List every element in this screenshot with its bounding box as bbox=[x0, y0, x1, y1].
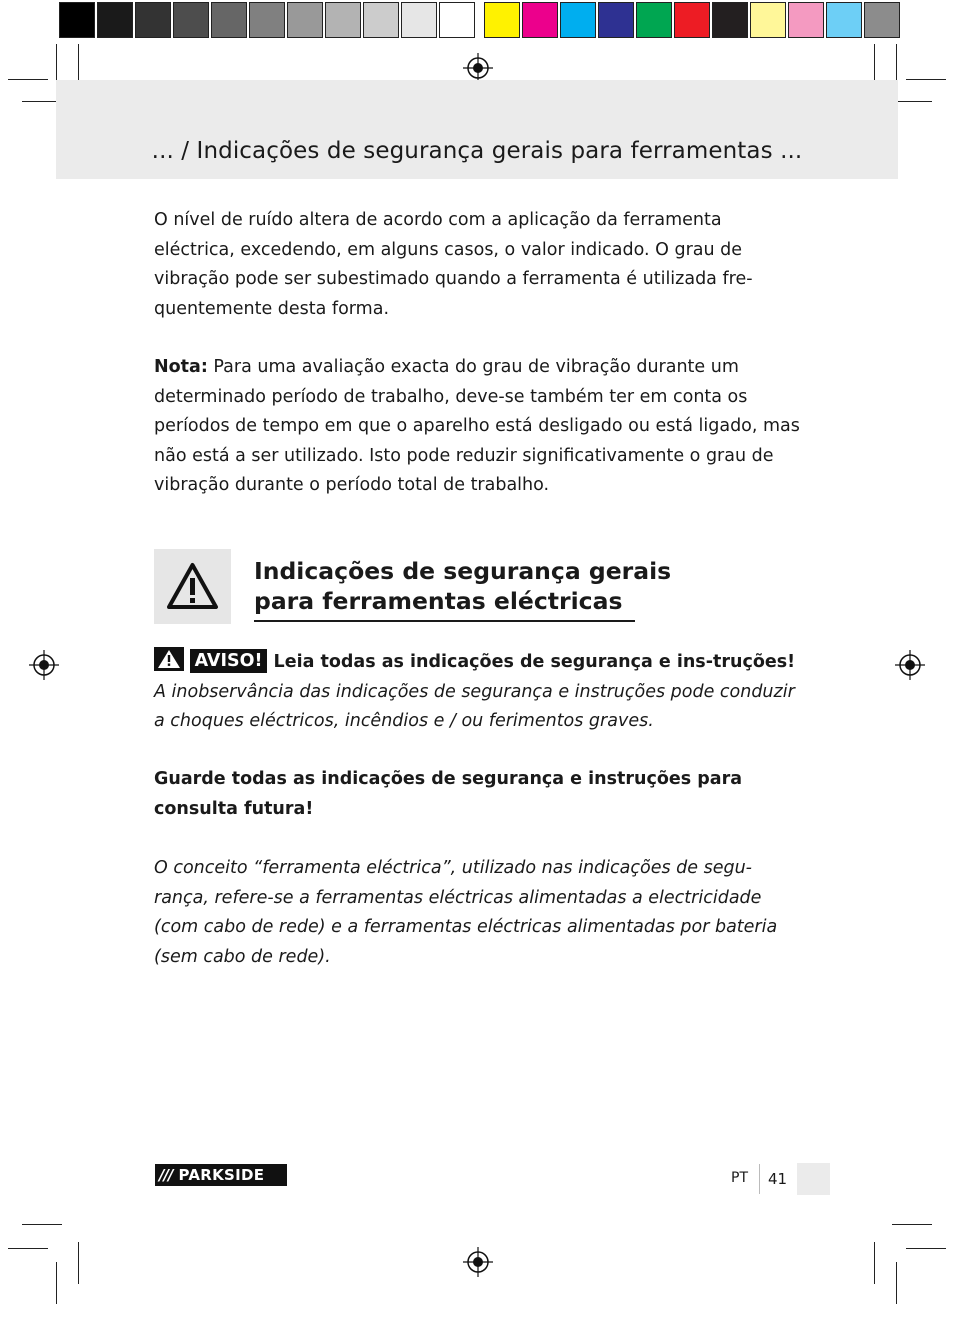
concept-text: O conceito “ferramenta eléctrica”, utilizado nas indicações de segu-rança, refere-se a ferramentas eléctricas alimentadas a electricidade (com cabo de rede) e a ferramentas eléctricas alimentadas por bateria (sem cabo de rede). bbox=[154, 858, 778, 967]
color-swatch bbox=[864, 2, 900, 38]
color-swatch bbox=[59, 2, 95, 38]
section-underline bbox=[254, 620, 635, 622]
color-swatch bbox=[363, 2, 399, 38]
parkside-logo bbox=[155, 1164, 287, 1186]
color-swatch bbox=[674, 2, 710, 38]
color-swatch bbox=[439, 2, 475, 38]
note-label: Nota: bbox=[154, 357, 208, 377]
color-swatch bbox=[287, 2, 323, 38]
color-swatch bbox=[636, 2, 672, 38]
crop-mark bbox=[892, 1224, 932, 1225]
color-calibration-bar-colors bbox=[483, 0, 901, 40]
color-swatch bbox=[97, 2, 133, 38]
warning-italic-text: A inobservância das indicações de segurança e instruções pode conduzir a choques eléctricos, incêndios e / ou ferimentos graves. bbox=[154, 681, 795, 731]
concept-paragraph bbox=[154, 854, 806, 972]
color-swatch bbox=[211, 2, 247, 38]
crop-mark bbox=[906, 79, 946, 80]
color-swatch bbox=[560, 2, 596, 38]
color-swatch bbox=[135, 2, 171, 38]
crop-mark bbox=[8, 79, 48, 80]
logo-brand: PARKSIDE bbox=[178, 1166, 265, 1184]
page-header-title: ... / Indicações de segurança gerais para ferramentas ... bbox=[151, 138, 803, 164]
aviso-badge: AVISO! bbox=[190, 649, 268, 673]
footer-divider bbox=[759, 1164, 760, 1194]
crop-mark bbox=[906, 1248, 946, 1249]
section-heading bbox=[254, 556, 674, 616]
section-heading-line1: Indicações de segurança gerais bbox=[254, 557, 672, 585]
crop-mark bbox=[874, 1242, 875, 1284]
keep-instructions-text: Guarde todas as indicações de segurança e instruções para consulta futura! bbox=[154, 769, 743, 819]
warning-triangle-icon bbox=[154, 549, 231, 624]
warning-paragraph bbox=[154, 647, 804, 737]
color-swatch bbox=[249, 2, 285, 38]
footer-page-number: 41 bbox=[768, 1170, 788, 1188]
color-swatch bbox=[712, 2, 748, 38]
color-swatch bbox=[522, 2, 558, 38]
warning-bold-text: Leia todas as indicações de segurança e ins-truções! bbox=[267, 652, 796, 672]
warning-icon-box bbox=[154, 549, 231, 624]
keep-instructions-paragraph bbox=[154, 765, 764, 824]
footer-tab-box bbox=[797, 1163, 830, 1195]
registration-mark-icon bbox=[28, 649, 60, 681]
crop-mark bbox=[22, 1224, 62, 1225]
footer-language: PT bbox=[731, 1170, 748, 1186]
crop-mark bbox=[892, 101, 932, 102]
crop-mark bbox=[896, 1262, 897, 1304]
color-swatch bbox=[750, 2, 786, 38]
section-heading-line2: para ferramentas eléctricas bbox=[254, 587, 623, 615]
color-swatch bbox=[325, 2, 361, 38]
note-paragraph bbox=[154, 353, 804, 501]
note-text: Para uma avaliação exacta do grau de vibração durante um determinado período de trabalho, deve-se também ter em conta os períodos de tempo em que o aparelho está desligado ou está ligado, mas não está a ser utilizado. Isto pode reduzir significativamente o grau de vibração durante o período total de trabalho. bbox=[154, 357, 800, 495]
color-swatch bbox=[598, 2, 634, 38]
color-swatch bbox=[484, 2, 520, 38]
color-swatch bbox=[401, 2, 437, 38]
header-band bbox=[56, 80, 898, 179]
color-swatch bbox=[173, 2, 209, 38]
color-swatch bbox=[826, 2, 862, 38]
registration-mark-icon bbox=[894, 649, 926, 681]
noise-text: O nível de ruído altera de acordo com a aplicação da ferramenta eléctrica, excedendo, em alguns casos, o valor indicado. O grau de vibração pode ser subestimado quando a ferramenta é utilizada fre-quentemente desta forma. bbox=[154, 210, 753, 319]
aviso-triangle-icon bbox=[154, 647, 184, 671]
registration-mark-icon bbox=[462, 1246, 494, 1278]
crop-mark bbox=[78, 1242, 79, 1284]
noise-paragraph bbox=[154, 206, 804, 324]
crop-mark bbox=[56, 1262, 57, 1304]
color-swatch bbox=[788, 2, 824, 38]
color-calibration-bar-grays bbox=[58, 0, 476, 40]
logo-slashes: /// bbox=[159, 1166, 173, 1184]
crop-mark bbox=[8, 1248, 48, 1249]
